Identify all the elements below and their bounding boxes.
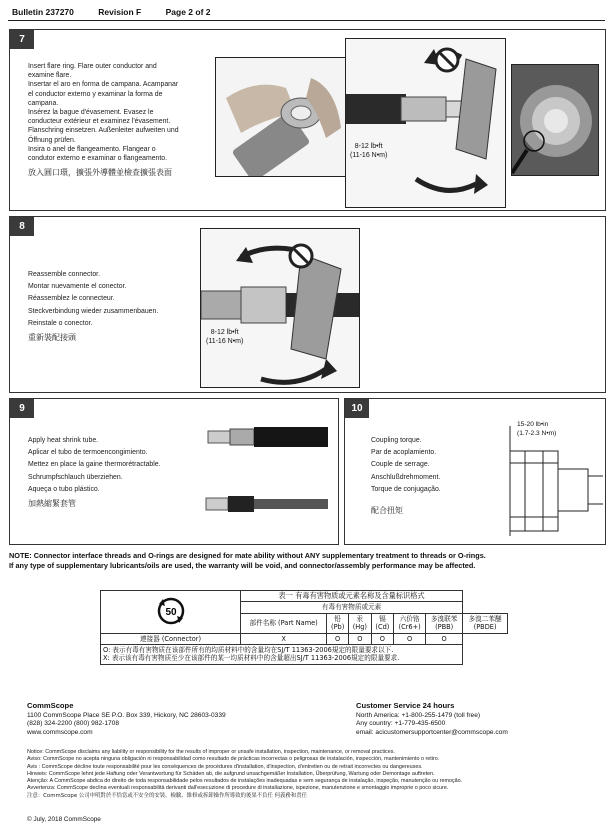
customer-service-block: Customer Service 24 hours North America: +1-800-255-1479 (toll free) Any country: +1-779-435-6500 email: acicustomersupportcenter@commscope.com xyxy=(356,701,508,736)
liability-notices: Notice: CommScope disclaims any liability or responsibility for the results of improper or unsafe installation, inspection, maintenance, or removal practices. Aviso: CommScope no acepta ninguna obligación ni responsabilidad como resultado de prácticas incorrectas o peligrosas de instalación, inspección, mantenimiento o retiro. Avis : CommScope décline toute responsabilité pour les conséquences de procédures d'installation, d'inspection, d'entretien ou de retrait incorrectes ou dangereuses. Hinweis: CommScope lehnt jede Haftung oder Verantwortung für Schäden ab, die aufgrund unsachgemäßer Installation, Überprüfung, Wartung oder Demontage auftreten. Atenção: A CommScope abdica do direito de toda responsabilidade pelos resultados de instalações inadequadas e sem segurança de instalação, inspeção, manutenção ou remoção. Avvertenza: CommScope declina eventuali responsabilità derivanti dall'esecuzione di procedure di installazione, ispezione, manutenzione e smontaggio improprie o poco sicure. 注意：CommScope 公司申明對於不恰當或不安全的安裝、檢驗、維修或拆卸操作所導致的後果不負任 何義務和責任 xyxy=(27,749,463,799)
service-title: Customer Service 24 hours xyxy=(356,701,455,710)
step-7-instructions: Insert flare ring. Flare outer conductor and examine flare. Insertar el aro en forma de campana. Acampanar el conductor externo y examinar la forma de campana. Insérez la bague d'évasement. Evasez le conducteur extérieur et examinez l'évasement. Flanschring einsetzen. Außenleiter aufweiten und Öffnung prüfen. Insira o anel de flangeamento. Flangear o condutor externo e examinar o flangeamento. 放入圓口環，擴張外導體並檢查擴張表面 xyxy=(28,63,179,178)
table-title: 表一 有毒有害物质或元素名称及含量标识格式 xyxy=(241,591,463,602)
hazardous-substance-table xyxy=(100,590,508,665)
heat-shrink-photo-1 xyxy=(200,417,328,457)
company-address-block: CommScope 1100 CommScope Place SE P.O. Box 339, Hickory, NC 28603-0339 (828) 324-2200 (800) 982-1708 www.commscope.com xyxy=(27,701,226,736)
page-header xyxy=(12,7,233,17)
column-pb: 铅 (Pb) xyxy=(327,613,349,633)
step-9-instructions: Apply heat shrink tube. Aplicar el tubo de termoencongimiento. Mettez en place la gaine thermorétractable. Schrumpfschlauch überziehen. Aqueça o tubo plástico. 加熱縮緊套管 xyxy=(28,437,161,509)
step-8-instructions: Reassemble connector. Montar nuevamente el conector. Réassemblez le connecteur. Steckverbindung wieder zusammenbauen. Reinstale o conector. 重新裝配接頭 xyxy=(28,271,159,343)
warranty-note: NOTE: Connector interface threads and O-rings are designed for mate ability without ANY supplementary treatment to threads or O-rings. If any type of supplementary lubricants/oils are used, the warranty will be void, and connector/assembly performance may be affected. xyxy=(9,551,486,570)
flare-ring-photo xyxy=(215,57,347,177)
step-7-torque: 8-12 lb•ft (11-16 N•m) xyxy=(350,143,388,159)
coupling-drawing xyxy=(495,421,605,539)
step-number: 7 xyxy=(10,30,34,49)
table-subtitle: 有毒有害物质或元素 xyxy=(241,602,463,613)
step-10-instructions: Coupling torque. Par de acoplamiento. Couple de serrage. Anschlußdrehmoment. Torque de conjugação. 配合扭矩 xyxy=(371,437,441,516)
support-email-link[interactable]: email: acicustomersupportcenter@commscope.com xyxy=(356,728,508,736)
wrench-photo xyxy=(345,38,506,208)
column-cr6: 六价铬 (Cr6+) xyxy=(394,613,426,633)
column-hg: 汞 (Hg) xyxy=(348,613,371,633)
table-footnote: O: 表示有毒有害物质在该部件所有的均质材料中的含量均在SJ/T 11363-2006規定的限量要求以下. X: 表示该有毒有害物质至少在该部件的某一均质材料中的含量超出SJ/T 11363-2006規定的限量要求. xyxy=(101,645,463,665)
step-10-panel xyxy=(344,398,606,545)
column-cd: 镉 (Cd) xyxy=(371,613,393,633)
column-pbb: 多溴联苯 (PBB) xyxy=(426,613,463,633)
step-10-torque: 15-20 lb•in (1.7-2.3 N•m) xyxy=(517,421,557,437)
step-number: 9 xyxy=(10,399,34,418)
column-pbde: 多溴二苯醚 (PBDE) xyxy=(463,613,508,633)
recycle-50-icon xyxy=(154,596,188,626)
table-row: 連接器 (Connector) X O O O O O xyxy=(101,633,508,644)
svg-text:50: 50 xyxy=(164,606,177,618)
revision-label: Revision F xyxy=(98,7,142,17)
step-8-panel xyxy=(9,216,606,393)
rohs-logo-cell xyxy=(101,591,241,634)
step-number: 10 xyxy=(345,399,369,418)
company-name: CommScope xyxy=(27,701,74,710)
bulletin-number: Bulletin 237270 xyxy=(12,7,74,17)
copyright: © July, 2018 CommScope xyxy=(27,816,101,823)
step-8-torque: 8-12 lb•ft (11-16 N•m) xyxy=(206,329,244,345)
flare-detail-photo xyxy=(511,64,599,176)
part-name-header: 部件名称 (Part Name) xyxy=(241,613,327,633)
step-9-panel xyxy=(9,398,339,545)
step-7-panel xyxy=(9,29,606,211)
header-divider xyxy=(8,20,605,21)
page-number: Page 2 of 2 xyxy=(165,7,211,17)
reassembly-photo xyxy=(200,228,360,388)
website-link[interactable]: www.commscope.com xyxy=(27,728,93,736)
heat-shrink-photo-2 xyxy=(202,487,328,521)
step-number: 8 xyxy=(10,217,34,236)
